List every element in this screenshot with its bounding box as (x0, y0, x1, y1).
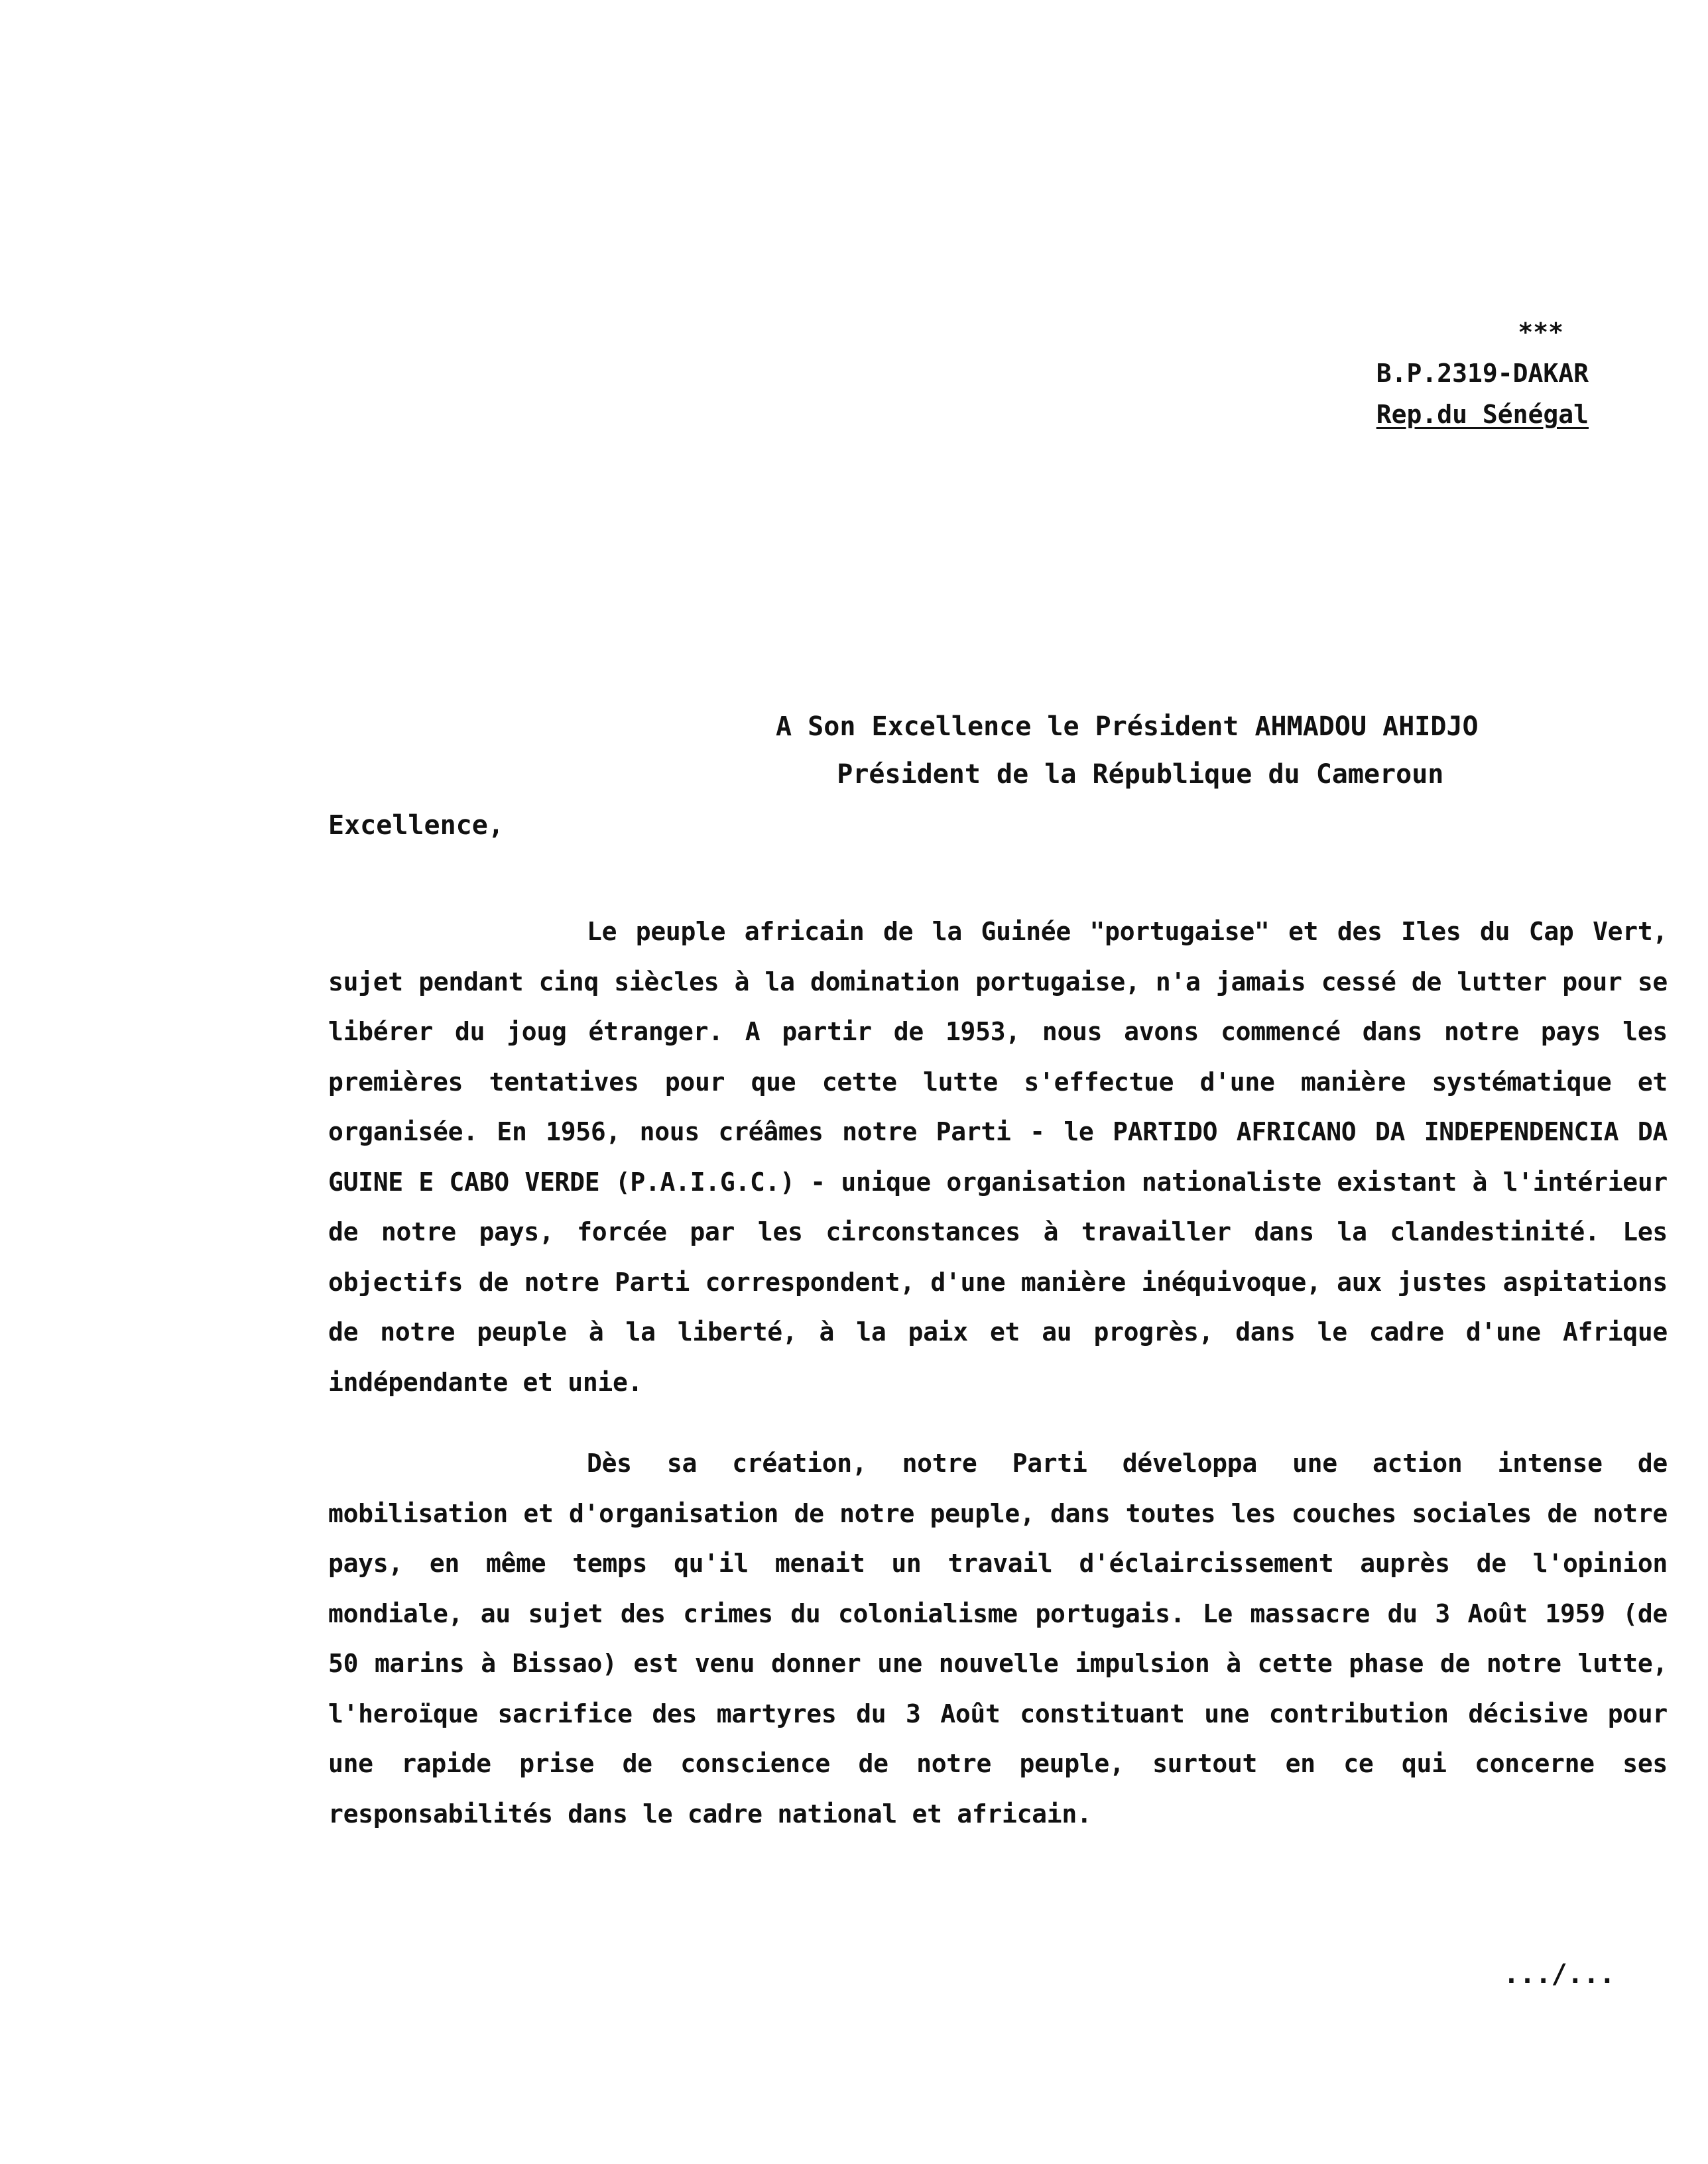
body-paragraph-2: Dès sa création, notre Parti développa une action intense de mobilisation et d'organisation de notre peuple, dans toutes les couches sociales de notre pays, en même temps qu'il menait un travail d'éclaircissement auprès de l'opinion mondiale, au sujet des crimes du colonialisme portugais. Le massacre du 3 Août 1959 (de 50 marins à Bissao) est venu donner une nouvelle impulsion à cette phase de notre lutte, l'heroïque sacrifice des martyres du 3 Août constituant une contribution décisive pour une rapide prise de conscience de notre peuple, surtout en ce qui concerne ses responsabilités dans le cadre national et africain. (328, 1449, 1668, 1829)
addressee-line-2: Président de la République du Cameroun (837, 759, 1444, 790)
header-stars: *** (1518, 318, 1563, 347)
addressee-block (776, 703, 1479, 798)
po-box: B.P.2319-DAKAR (1376, 359, 1589, 388)
continuation-mark: .../... (1503, 1959, 1615, 1990)
salutation: Excellence, (328, 810, 504, 841)
sender-address (1376, 312, 1589, 435)
country-line: Rep.du Sénégal (1376, 400, 1589, 429)
body-paragraph-1: Le peuple africain de la Guinée "portugaise" et des Iles du Cap Vert, sujet pendant cinq siècles à la domination portugaise, n'a jamais cessé de lutter pour se libérer du joug étranger. A partir de 1953, nous avons commencé dans notre pays les premières tentatives pour que cette lutte s'effectue d'une manière systématique et organisée. En 1956, nous créâmes notre Parti - le PARTIDO AFRICANO DA INDEPENDENCIA DA GUINE E CABO VERDE (P.A.I.G.C.) - unique organisation nationaliste existant à l'intérieur de notre pays, forcée par les circonstances à travailler dans la clandestinité. Les objectifs de notre Parti correspondent, d'une manière inéquivoque, aux justes aspitations de notre peuple à la liberté, à la paix et au progrès, dans le cadre d'une Afrique indépendante et unie. (328, 917, 1668, 1397)
addressee-line-1: A Son Excellence le Président AHMADOU AHIDJO (776, 711, 1479, 742)
